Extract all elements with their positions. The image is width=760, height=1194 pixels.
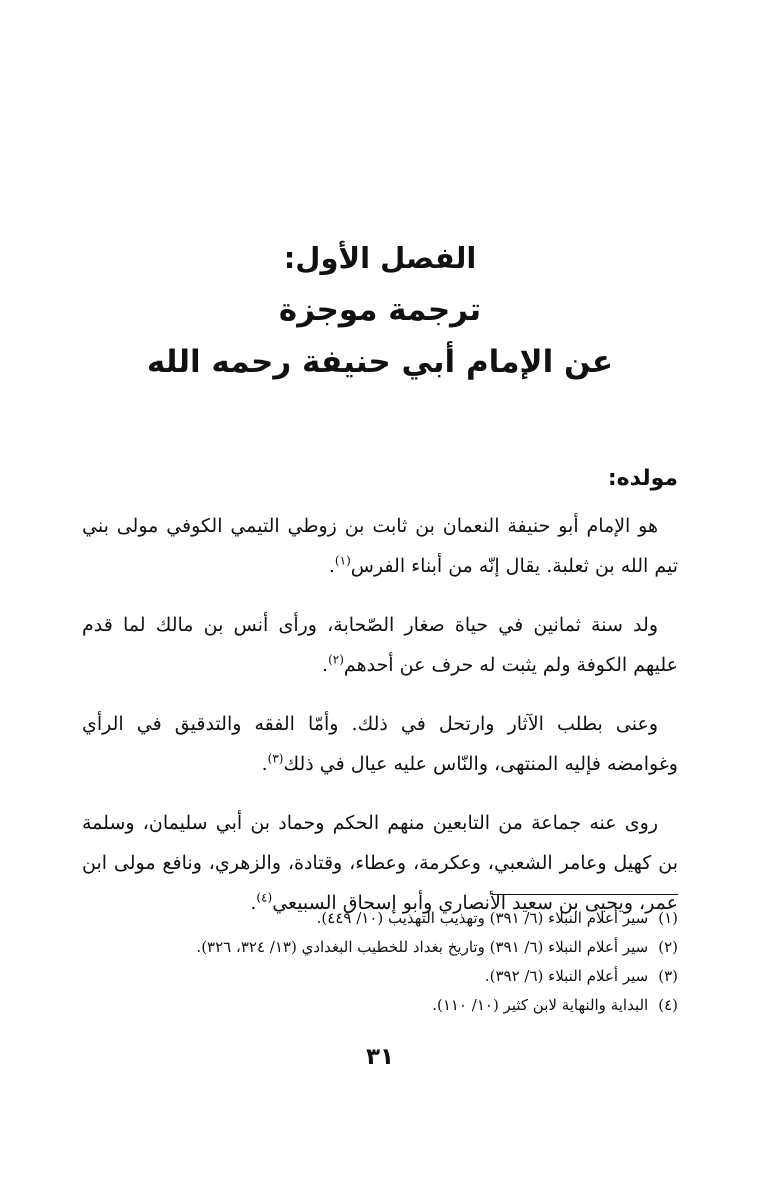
paragraph — [82, 506, 678, 586]
footnote-text: سير أعلام النبلاء (٦/ ٣٩٢). — [484, 967, 649, 985]
body-text — [82, 506, 678, 942]
footnote-text: سير أعلام النبلاء (٦/ ٣٩١) وتاريخ بغداد للخطيب البغدادي (١٣/ ٣٢٤، ٣٢٦). — [196, 938, 649, 956]
footnote-number: (٢) — [658, 938, 678, 956]
footnote-number: (١) — [658, 909, 678, 927]
footnote-item — [78, 904, 678, 933]
footnote-item — [78, 991, 678, 1020]
chapter-label: الفصل الأول: — [283, 241, 477, 275]
footnote-text: البداية والنهاية لابن كثير (١٠/ ١١٠). — [432, 996, 649, 1014]
footnote-reference: (٤) — [256, 890, 273, 905]
footnote-reference: (٣) — [267, 751, 284, 766]
paragraph-end: . — [322, 654, 329, 676]
footnotes — [78, 904, 678, 1020]
footnote-item — [78, 962, 678, 991]
page-number: ٣١ — [365, 1044, 395, 1070]
paragraph-end: . — [250, 892, 257, 914]
paragraph-text: روى عنه جماعة من التابعين منهم الحكم وحماد بن أبي سليمان، وسلمة بن كهيل وعامر الشعبي، وعكرمة، وعطاء، وقتادة، والزهري، ونافع مولى ابن عمر، ويحيى بن سعيد الأنصاري وأبو إسحاق السبيعي — [82, 812, 679, 914]
chapter-title — [0, 232, 760, 388]
footnote-text: سير أعلام النبلاء (٦/ ٣٩١) وتهذيب التهذيب (١٠/ ٤٤٩). — [316, 909, 649, 927]
paragraph-end: . — [261, 753, 268, 775]
paragraph-text: ولد سنة ثمانين في حياة صغار الصّحابة، ورأى أنس بن مالك لما قدم عليهم الكوفة ولم يثبت له حرف عن أحدهم — [82, 614, 678, 676]
footnote-number: (٣) — [658, 967, 678, 985]
paragraph-end: . — [328, 555, 335, 577]
footnote-number: (٤) — [658, 996, 678, 1014]
footnote-reference: (١) — [334, 553, 351, 568]
paragraph — [82, 704, 678, 784]
footnote-item — [78, 933, 678, 962]
chapter-subtitle: ترجمة موجزة — [278, 292, 482, 328]
chapter-subject: عن الإمام أبي حنيفة رحمه الله — [146, 344, 614, 380]
section-heading: مولده: — [607, 466, 678, 491]
footnote-reference: (٢) — [328, 652, 344, 667]
paragraph-text: هو الإمام أبو حنيفة النعمان بن ثابت بن زوطي التيمي الكوفي مولى بني تيم الله بن ثعلبة. يقال إنّه من أبناء الفرس — [82, 515, 678, 577]
paragraph-text: وعنى بطلب الآثار وارتحل في ذلك. وأمّا الفقه والتدقيق في الرأي وغوامضه فإليه المنتهى، والنّاس عليه عيال في ذلك — [82, 713, 678, 775]
paragraph — [82, 605, 678, 685]
footnote-divider — [492, 894, 678, 895]
